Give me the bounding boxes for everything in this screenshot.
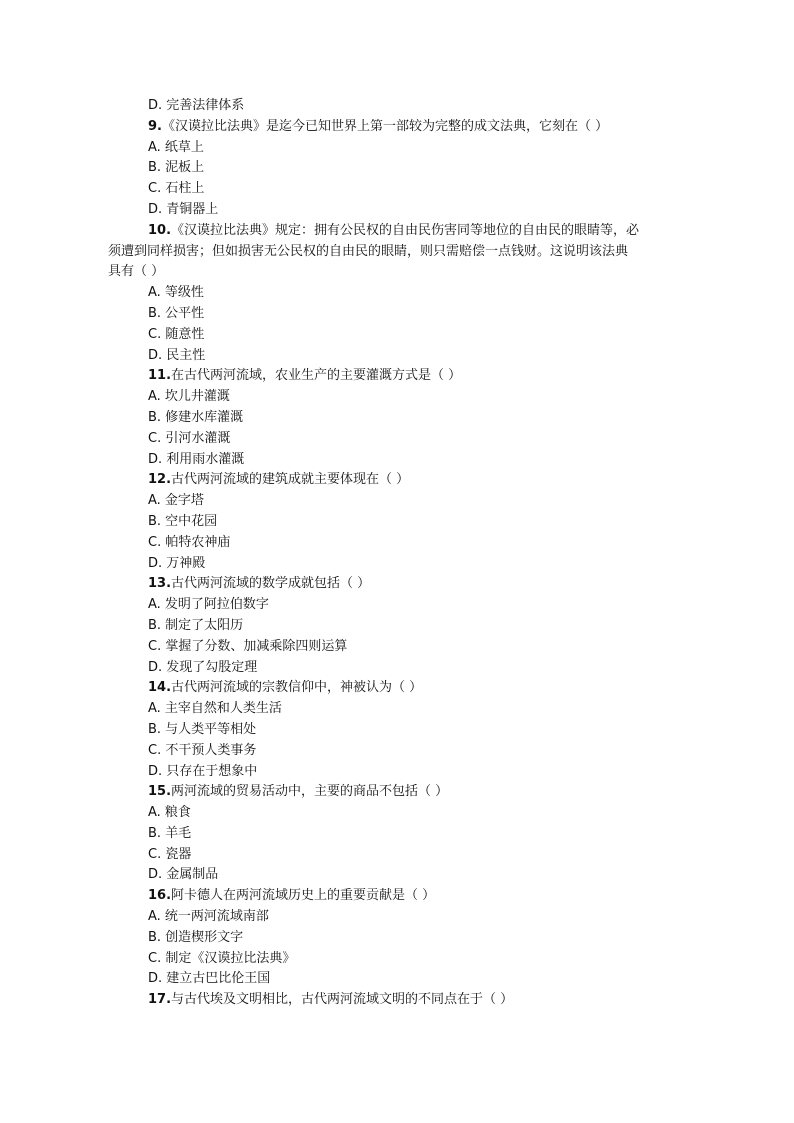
answer-option: B. 制定了太阳历 (148, 617, 244, 633)
question-stem (120, 782, 680, 803)
question-text: 古代两河流域的数学成就包括（ ） (171, 576, 371, 592)
question-number: 16. (148, 888, 172, 904)
answer-option: C. 随意性 (148, 326, 205, 342)
question-text: 与古代埃及文明相比，古代两河流域文明的不同点在于（ ） (171, 992, 514, 1008)
answer-option: D. 发现了勾股定理 (148, 659, 258, 675)
question-stem-line (108, 262, 680, 283)
question-text: 在古代两河流域，农业生产的主要灌溉方式是（ ） (171, 368, 462, 384)
answer-option: B. 泥板上 (148, 160, 205, 176)
answer-option: D. 万神殿 (148, 555, 206, 571)
question-stem-line (108, 242, 680, 263)
answer-option: C. 制定《汉谟拉比法典》 (148, 950, 296, 966)
question-text: 阿卡德人在两河流域历史上的重要贡献是（ ） (171, 888, 436, 904)
answer-option: D. 金属制品 (148, 867, 219, 883)
answer-option: C. 引河水灌溉 (148, 430, 231, 446)
question-stem (120, 678, 680, 699)
question-stem (120, 117, 680, 138)
answer-option: A. 发明了阿拉伯数字 (148, 597, 269, 613)
question-number: 11. (148, 368, 172, 384)
answer-option: A. 粮食 (148, 805, 191, 821)
question-list (108, 96, 680, 1011)
answer-option: A. 统一两河流域南部 (148, 909, 269, 925)
answer-option: D. 青铜器上 (148, 201, 219, 217)
question-stem (120, 366, 680, 387)
question-stem (120, 886, 680, 907)
question-number: 9. (148, 118, 162, 134)
question-stem-line (120, 221, 680, 242)
question-text: 《汉谟拉比法典》规定：拥有公民权的自由民伤害同等地位的自由民的眼睛等，必 (171, 222, 640, 238)
answer-option: A. 纸草上 (148, 139, 204, 155)
answer-option: C. 帕特农神庙 (148, 534, 231, 550)
question-text: 古代两河流域的建筑成就主要体现在（ ） (171, 472, 410, 488)
answer-option: B. 空中花园 (148, 513, 218, 529)
answer-option: A. 等级性 (148, 285, 204, 301)
question-text: 须遭到同样损害；但如损害无公民权的自由民的眼睛，则只需赔偿一点钱财。这说明该法典 (108, 243, 629, 259)
question-text: 具有（ ） (108, 264, 165, 280)
answer-option: C. 瓷器 (148, 846, 192, 862)
answer-option: D. 建立古巴比伦王国 (148, 971, 271, 987)
answer-option: C. 不干预人类事务 (148, 742, 257, 758)
question-stem (120, 470, 680, 491)
answer-option: D. 利用雨水灌溉 (148, 451, 245, 467)
question-stem (120, 574, 680, 595)
answer-option: D. 只存在于想象中 (148, 763, 258, 779)
answer-option: B. 与人类平等相处 (148, 721, 257, 737)
question-text: 《汉谟拉比法典》是迄今已知世界上第一部较为完整的成文法典，它刻在（ ） (161, 118, 609, 134)
question-stem (120, 990, 680, 1011)
question-text: 古代两河流域的宗教信仰中，神被认为（ ） (171, 680, 423, 696)
question-number: 15. (148, 784, 172, 800)
answer-option: A. 坎儿井灌溉 (148, 389, 230, 405)
answer-option: B. 公平性 (148, 305, 205, 321)
answer-option: D. 完善法律体系 (148, 98, 245, 113)
answer-option: B. 羊毛 (148, 825, 192, 841)
question-number: 17. (148, 992, 172, 1008)
question-number: 14. (148, 680, 172, 696)
question-number: 12. (148, 472, 172, 488)
answer-option: D. 民主性 (148, 347, 206, 363)
answer-option: C. 石柱上 (148, 181, 205, 197)
question-number: 10. (148, 222, 172, 238)
question-text: 两河流域的贸易活动中，主要的商品不包括（ ） (171, 784, 449, 800)
answer-option: A. 金字塔 (148, 493, 204, 509)
question-number: 13. (148, 576, 172, 592)
answer-option: B. 修建水库灌溉 (148, 409, 244, 425)
answer-option: B. 创造楔形文字 (148, 929, 244, 945)
answer-option: C. 掌握了分数、加减乘除四则运算 (148, 638, 348, 654)
answer-option: A. 主宰自然和人类生活 (148, 701, 282, 717)
